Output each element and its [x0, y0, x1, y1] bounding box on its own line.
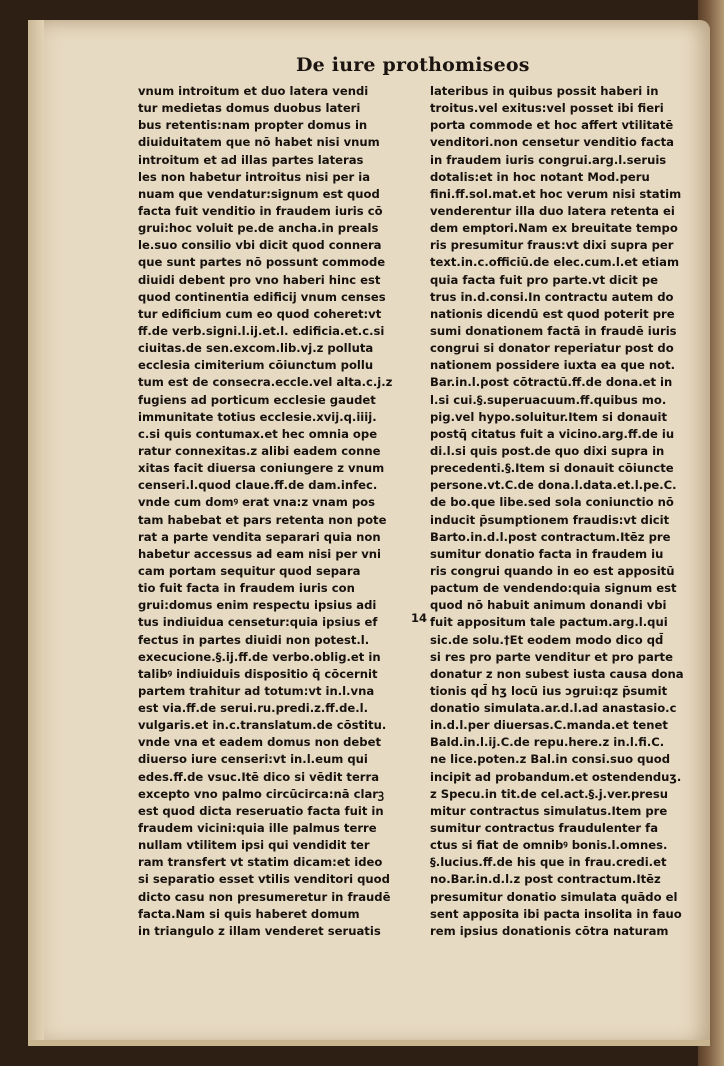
- text-line: si res pro parte venditur et pro parte: [430, 649, 673, 664]
- text-line: ram transfert vt statim dicam:et ideo: [138, 855, 383, 870]
- text-line: cam portam sequitur quod separa: [138, 563, 361, 578]
- text-line: fini.ff.sol.mat.et hoc verum nisi statim: [430, 186, 682, 201]
- text-line: ctus si fiat de omnibꝰ bonis.l.omnes.: [430, 838, 668, 853]
- text-line: fectus in partes diuidi non potest.l.: [138, 632, 370, 647]
- text-line: dotalis:et in hoc notant Mod.peru: [430, 169, 650, 184]
- text-line: tus indiuidua censetur:quia ipsius ef: [138, 615, 378, 630]
- page-bottom-edge: [28, 1040, 710, 1046]
- running-title: De iure prothomiseos: [296, 54, 530, 76]
- text-line: sumitur donatio facta in fraudem iu: [430, 546, 664, 561]
- text-line: mitur contractus simulatus.Item pre: [430, 803, 668, 818]
- text-line: facta.Nam si quis haberet domum: [138, 906, 360, 921]
- text-line: quia facta fuit pro parte.vt dicit pe: [430, 272, 659, 287]
- text-line: vulgaris.et in.c.translatum.de cōstitu.: [138, 718, 387, 733]
- text-line: in fraudem iuris congrui.arg.l.seruis: [430, 152, 667, 167]
- text-line: §.lucius.ff.de his que in frau.credi.et: [430, 855, 667, 870]
- text-line: donatio simulata.ar.d.l.ad anastasio.c: [430, 701, 677, 716]
- text-line: execucione.§.ij.ff.de verbo.oblig.et in: [138, 649, 381, 664]
- text-line: si separatio esset vtilis venditori quod: [138, 872, 390, 887]
- text-line: vnde cum domꝰ erat vna:z vnam pos: [138, 495, 376, 510]
- text-line: text.in.c.officiū.de elec.cum.l.et etiam: [430, 255, 680, 270]
- text-line: ratur connexitas.z alibi eadem conne: [138, 443, 381, 458]
- text-line: nationis dicendū est quod poterit pre: [430, 306, 675, 321]
- page-gutter-shadow: [28, 20, 44, 1046]
- text-line: donatur z non subest iusta causa dona: [430, 666, 684, 681]
- text-line: pactum de vendendo:quia signum est: [430, 581, 677, 596]
- text-line: grui:domus enim respectu ipsius adi: [138, 598, 377, 613]
- text-line: presumitur donatio simulata quādo el: [430, 889, 678, 904]
- text-line: talibꝰ indiuiduis dispositio q̄ cōcernit: [138, 666, 378, 681]
- text-line: troitus.vel exitus:vel posset ibi fieri: [430, 101, 664, 116]
- text-line: tam habebat et pars retenta non pote: [138, 512, 387, 527]
- text-line: ris presumitur fraus:vt dixi supra per: [430, 238, 674, 253]
- text-line: tur medietas domus duobus lateri: [138, 101, 361, 116]
- text-line: venditori.non censetur venditio facta: [430, 135, 674, 150]
- text-line: c.si quis contumax.et hec omnia ope: [138, 426, 378, 441]
- text-line: le.suo consilio vbi dicit quod connera: [138, 238, 382, 253]
- text-line: ne lice.poten.z Bal.in consi.suo quod: [430, 752, 670, 767]
- text-line: porta commode et hoc affert vtilitatē: [430, 118, 674, 133]
- text-line: rem ipsius donationis cōtra naturam: [430, 923, 669, 938]
- text-line: de bo.que libe.sed sola coniunctio nō: [430, 495, 674, 510]
- text-line: fugiens ad porticum ecclesie gaudet: [138, 392, 376, 407]
- text-line: congrui si donator reperiatur post do: [430, 341, 674, 356]
- text-line: persone.vt.C.de dona.l.data.et.l.pe.C.: [430, 478, 677, 493]
- text-line: dicto casu non presumeretur in fraudē: [138, 889, 391, 904]
- text-line: ff.de verb.signi.l.ij.et.l. edificia.et.c.si: [138, 323, 385, 338]
- text-line: l.si cui.§.superuacuum.ff.quibus mo.: [430, 392, 667, 407]
- text-line: nullam vtilitem ipsi qui vendidit ter: [138, 838, 370, 853]
- text-line: facta fuit venditio in fraudem iuris cō: [138, 203, 383, 218]
- text-line: incipit ad probandum.et ostendenduʒ.: [430, 769, 682, 784]
- text-line: vnde vna et eadem domus non debet: [138, 735, 381, 750]
- text-line: postq̄ citatus fuit a vicino.arg.ff.de iu: [430, 426, 675, 441]
- text-line: in.d.l.per diuersas.C.manda.et tenet: [430, 718, 668, 733]
- text-line: excepto vno palmo circūcirca:nā clarꝫ: [138, 786, 384, 801]
- text-line: sent apposita ibi pacta insolita in fauo: [430, 906, 682, 921]
- text-line: tum est de consecra.eccle.vel alta.c.j.z: [138, 375, 393, 390]
- text-line: precedenti.§.Item si donauit cōiuncte: [430, 461, 674, 476]
- right-text-column: [430, 83, 704, 940]
- text-line: Bald.in.l.ij.C.de repu.here.z in.l.fi.C.: [430, 735, 665, 750]
- text-line: no.Bar.in.d.l.z post contractum.Itēz: [430, 872, 661, 887]
- text-line: tio fuit facta in fraudem iuris con: [138, 581, 355, 596]
- text-line: nationem possidere iuxta ea que not.: [430, 358, 676, 373]
- text-line: censeri.l.quod claue.ff.de dam.infec.: [138, 478, 378, 493]
- text-line: edes.ff.de vsuc.Itē dico si vēdit terra: [138, 769, 380, 784]
- text-line: diuiduitatem que nō habet nisi vnum: [138, 135, 380, 150]
- left-text-column: [138, 83, 410, 940]
- text-line: bus retentis:nam propter domus in: [138, 118, 368, 133]
- text-line: quod continentia edificij vnum censes: [138, 289, 386, 304]
- text-line: est quod dicta reseruatio facta fuit in: [138, 803, 384, 818]
- margin-note-number: 14: [411, 611, 428, 625]
- text-line: Bar.in.l.post cōtractū.ff.de dona.et in: [430, 375, 673, 390]
- text-line: in triangulo z illam venderet seruatis: [138, 923, 381, 938]
- text-line: trus in.d.consi.In contractu autem do: [430, 289, 674, 304]
- text-line: lateribus in quibus possit haberi in: [430, 84, 659, 98]
- text-line: dem emptori.Nam ex breuitate tempo: [430, 221, 678, 236]
- text-line: venderentur illa duo latera retenta ei: [430, 203, 675, 218]
- text-line: diuerso iure censeri:vt in.l.eum qui: [138, 752, 368, 767]
- text-line: habetur accessus ad eam nisi per vni: [138, 546, 382, 561]
- text-line: sumi donationem factā in fraudē iuris: [430, 323, 677, 338]
- text-line: que sunt partes nō possunt commode: [138, 255, 386, 270]
- text-line: quod nō habuit animum donandi vbi: [430, 598, 667, 613]
- text-line: grui:hoc voluit pe.de ancha.in preals: [138, 221, 379, 236]
- text-line: inducit p̄sumptionem fraudis:vt dicit: [430, 512, 670, 527]
- text-line: rat a parte vendita separari quia non: [138, 529, 381, 544]
- text-line: diuidi debent pro vno haberi hinc est: [138, 272, 381, 287]
- text-line: tionis qd̄ hʒ locū ius ɔgrui:qz p̄sumit: [430, 683, 668, 698]
- text-line: est via.ff.de serui.ru.predi.z.ff.de.l.: [138, 701, 369, 716]
- text-line: Barto.in.d.l.post contractum.Itēz pre: [430, 529, 671, 544]
- text-line: pig.vel hypo.soluitur.Item si donauit: [430, 409, 668, 424]
- text-line: fuit appositum tale pactum.arg.l.qui: [430, 615, 668, 630]
- text-line: xitas facit diuersa coniungere z vnum: [138, 461, 385, 476]
- text-line: partem trahitur ad totum:vt in.l.vna: [138, 683, 375, 698]
- text-line: ecclesia cimiterium cōiunctum pollu: [138, 358, 374, 373]
- text-line: fraudem vicini:quia ille palmus terre: [138, 821, 377, 836]
- text-line: vnum introitum et duo latera vendi: [138, 84, 369, 98]
- text-line: ciuitas.de sen.excom.lib.vj.z polluta: [138, 341, 374, 356]
- text-line: di.l.si quis post.de quo dixi supra in: [430, 443, 665, 458]
- text-line: z Specu.in tit.de cel.act.§.j.ver.presu: [430, 786, 669, 801]
- text-line: immunitate totius ecclesie.xvij.q.iiij.: [138, 409, 377, 424]
- text-line: les non habetur introitus nisi per ia: [138, 169, 371, 184]
- text-line: sic.de solu.†Et eodem modo dico qd̄: [430, 632, 664, 647]
- text-line: introitum et ad illas partes lateras: [138, 152, 364, 167]
- text-line: tur edificium cum eo quod coheret:vt: [138, 306, 382, 321]
- text-line: sumitur contractus fraudulenter fa: [430, 821, 659, 836]
- text-line: ris congrui quando in eo est appositū: [430, 563, 675, 578]
- text-line: nuam que vendatur:signum est quod: [138, 186, 380, 201]
